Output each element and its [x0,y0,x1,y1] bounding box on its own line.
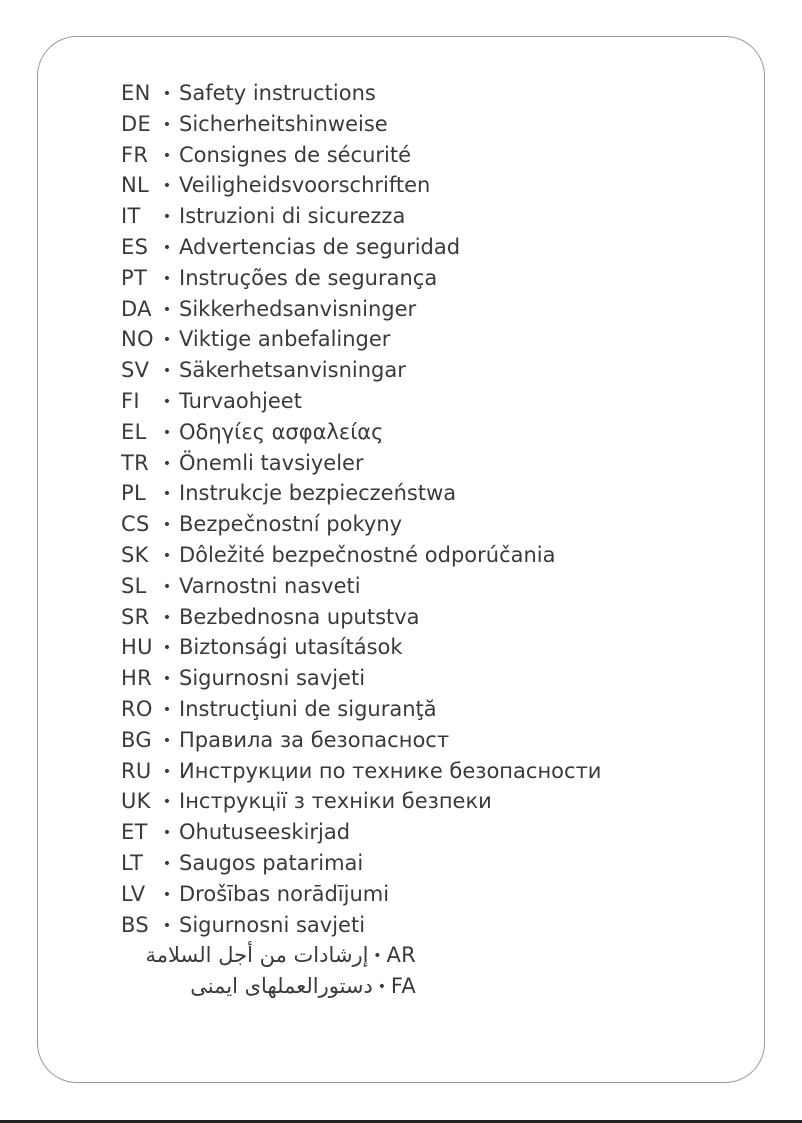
language-item-de [121,109,721,140]
language-code: SR [121,604,150,629]
bullet-separator: • [162,671,172,688]
language-item-sr [121,602,721,633]
language-label: Veiligheidsvoorschriften [179,173,431,198]
language-label: Sigurnosni savjeti [179,912,366,937]
bullet-separator: • [162,886,172,903]
language-item-lt [121,848,721,879]
bullet-separator: • [162,917,172,934]
language-item-uk [121,786,721,817]
language-code: IT [121,204,141,229]
language-item-ru [121,756,721,787]
language-item-tr [121,448,721,479]
language-label: Dôležité bezpečnostné odporúčania [179,542,556,567]
language-code: FR [121,142,149,167]
language-label: Οδηγίες ασφαλείας [179,419,384,444]
language-label: Saugos patarimai [179,850,364,875]
language-label: Biztonsági utasítások [179,635,403,660]
language-code: BG [121,727,152,752]
language-item-hr [121,663,721,694]
language-code: DA [121,296,152,321]
language-item-bg [121,725,721,756]
language-label: Sikkerhedsanvisninger [179,296,417,321]
language-item-lv [121,879,721,910]
language-label: إرشادات من أجل السلامة [145,943,369,968]
language-label: Istruzioni di sicurezza [179,204,406,229]
language-item-bs [121,910,721,941]
bullet-separator: • [162,794,172,811]
bullet-separator: • [162,393,172,410]
language-label: Bezbednosna uputstva [179,604,420,629]
language-label: Ohutuseeskirjad [179,820,351,845]
language-code: BS [121,912,149,937]
language-label: Sicherheitshinweise [179,111,388,136]
bullet-separator: • [162,609,172,626]
language-code: FI [121,388,140,413]
language-code: LV [121,881,146,906]
bullet-separator: • [162,547,172,564]
bullet-separator: • [162,332,172,349]
language-item-sl [121,571,721,602]
bullet-separator: • [162,763,172,780]
language-code: AR [386,943,416,968]
language-label: Advertencias de seguridad [179,234,461,259]
language-code: UK [121,789,151,814]
language-item-hu [121,632,721,663]
language-item-fr [121,140,721,171]
bullet-separator: • [373,948,382,965]
language-label: Instruções de segurança [179,265,438,290]
language-label: Правила за безопасност [179,727,450,752]
language-item-sv [121,355,721,386]
language-label: Drošības norādījumi [179,881,390,906]
bullet-separator: • [162,701,172,718]
language-code: HR [121,666,152,691]
language-code: SK [121,542,149,567]
language-item-no [121,324,721,355]
bullet-separator: • [162,486,172,503]
language-code: HU [121,635,153,660]
language-label: Інструкції з техніки безпеки [179,789,492,814]
language-item-fi [121,386,721,417]
language-item-es [121,232,721,263]
bullet-separator: • [162,86,172,102]
bullet-separator: • [162,363,172,380]
language-item-fa [121,971,416,1002]
bullet-separator: • [162,640,172,657]
language-label: Önemli tavsiyeler [179,450,364,475]
language-code: RU [121,758,152,783]
language-item-it [121,201,721,232]
language-code: NL [121,173,150,198]
language-label: دستورالعملهای ایمنی [190,974,373,999]
language-label: Instrucţiuni de siguranţă [179,696,437,721]
language-code: DE [121,111,152,136]
language-label: Sigurnosni savjeti [179,666,366,691]
language-code: RO [121,696,153,721]
language-item-cs [121,509,721,540]
bullet-separator: • [162,732,172,749]
language-item-en [121,78,721,109]
bullet-separator: • [162,239,172,256]
language-label: Bezpečnostní pokyny [179,512,403,537]
bullet-separator: • [162,209,172,226]
language-code: SL [121,573,147,598]
bullet-separator: • [162,825,172,842]
language-item-ro [121,694,721,725]
language-code: PL [121,481,146,506]
bullet-separator: • [162,424,172,441]
language-item-pt [121,263,721,294]
language-label: Consignes de sécurité [179,142,412,167]
bullet-separator: • [162,517,172,534]
language-list [121,78,721,1002]
language-code: PT [121,265,148,290]
language-label: Safety instructions [179,81,376,105]
bullet-separator: • [162,116,172,133]
language-item-da [121,294,721,325]
language-item-nl [121,170,721,201]
language-label: Säkerhetsanvisningar [179,358,406,383]
language-label: Turvaohjeet [179,388,302,413]
language-item-pl [121,478,721,509]
language-item-et [121,817,721,848]
language-item-el [121,417,721,448]
language-label: Varnostni nasveti [179,573,361,598]
bullet-separator: • [162,855,172,872]
language-code: ES [121,234,149,259]
language-code: TR [121,450,150,475]
bullet-separator: • [162,270,172,287]
language-code: EL [121,419,147,444]
bullet-separator: • [377,979,386,996]
bullet-separator: • [162,578,172,595]
language-code: CS [121,512,150,537]
language-item-sk [121,540,721,571]
bullet-separator: • [162,178,172,195]
language-item-ar [121,940,416,971]
language-label: Viktige anbefalinger [179,327,391,352]
language-code: EN [121,81,151,105]
language-code: FA [390,974,416,999]
language-label: Инструкции по технике безопасности [179,758,602,783]
language-code: NO [121,327,154,352]
bullet-separator: • [162,301,172,318]
language-code: LT [121,850,144,875]
language-label: Instrukcje bezpieczeństwa [179,481,457,506]
bullet-separator: • [162,455,172,472]
language-code: ET [121,820,148,845]
language-code: SV [121,358,150,383]
bullet-separator: • [162,147,172,164]
